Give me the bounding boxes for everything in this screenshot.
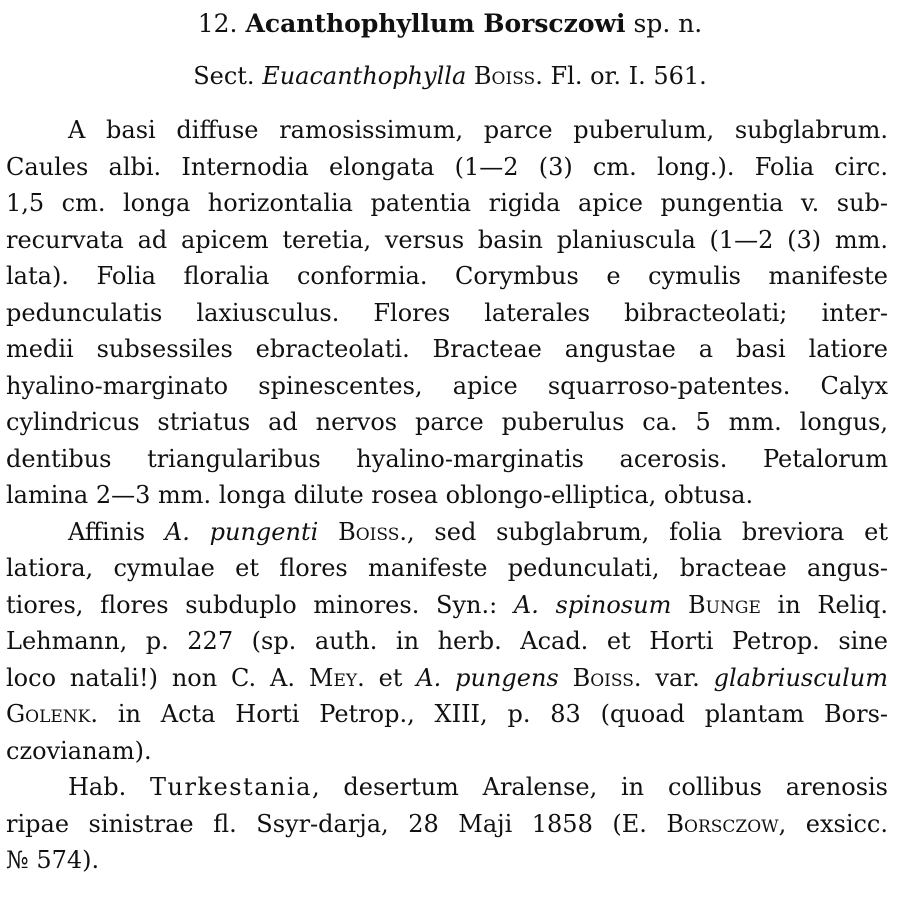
species-ref: A. pungenti [164, 517, 319, 546]
author-abbrev: Bunge [671, 590, 761, 619]
text-line [6, 587, 888, 624]
author-abbrev: Golenk. [6, 700, 99, 728]
text-run: Affinis [68, 517, 165, 546]
text-run: in Reliq. [760, 590, 888, 619]
text-run: var. [641, 663, 714, 692]
variety-ref: glabriusculum [713, 663, 889, 692]
text-run: et [364, 663, 417, 692]
document-body [6, 112, 888, 879]
text-line [6, 696, 888, 733]
text-line: pedunculatis laxiusculus. Flores laterales bibracteolati; inter- [6, 298, 888, 327]
text-line [6, 769, 888, 806]
text-line: cylindricus striatus ad nervos parce puberulus ca. 5 mm. longus, [6, 408, 888, 436]
text-line: lata). Folia floralia conformia. Corymbus e cymulis manifeste [6, 262, 888, 290]
text-run: , exsicc. [778, 809, 889, 838]
text-run: Hab. [68, 773, 151, 801]
text-line: medii subsessiles ebracteolati. Bracteae angustae a basi latiore [6, 335, 888, 363]
affinis-paragraph [6, 514, 888, 770]
text-line: 1,5 cm. longa horizontalia patentia rigida apice pungentia v. sub- [6, 189, 888, 217]
description-paragraph [6, 112, 888, 514]
author-abbrev: Boiss. [558, 663, 642, 692]
text-run: loco natali!) non C. A. [6, 663, 309, 692]
species-name: Acanthophyllum Borsczowi [245, 9, 626, 38]
author-abbrev: Mey. [308, 663, 365, 692]
text-line: A basi diffuse ramosissimum, parce puberulum, subglabrum. [68, 116, 888, 144]
section-prefix: Sect. [193, 62, 255, 90]
species-ref: A. spinosum [513, 590, 672, 619]
section-line [0, 56, 900, 96]
text-line: lamina 2—3 mm. longa dilute rosea oblongo-elliptica, obtusa. [6, 481, 754, 509]
section-name: Euacanthophylla [262, 62, 467, 90]
text-line: recurvata ad apicem teretia, versus basin planiuscula (1—2 (3) mm. [6, 225, 888, 254]
text-line: № 574). [6, 846, 100, 874]
text-line: dentibus triangularibus hyalino-marginatis acerosis. Petalorum [6, 444, 888, 473]
text-line: Caules albi. Internodia elongata (1—2 (3) cm. long.). Folia circ. [6, 152, 888, 181]
text-line [6, 806, 888, 843]
text-run: ripae sinistrae fl. Ssyr-darja, 28 Maji 1858 (E. [6, 809, 667, 838]
species-ref: A. pungens [416, 663, 559, 692]
species-number: 12. [197, 9, 238, 38]
text-line: latiora, cymulae et flores manifeste pedunculati, bracteae angus- [6, 554, 888, 582]
habitat-paragraph [6, 769, 888, 879]
text-run: , desertum Aralense, in collibus arenosis [311, 773, 889, 801]
locality: Turkestania [150, 773, 312, 801]
text-line: czovianam). [6, 736, 152, 765]
collector-name: Borsczow [666, 809, 779, 838]
text-line: Lehmann, p. 227 (sp. auth. in herb. Acad. et Horti Petrop. sine [6, 627, 888, 655]
section-reference: Fl. or. I. 561. [550, 62, 707, 90]
text-line [6, 514, 888, 551]
text-line: hyalino-marginato spinescentes, apice squarroso-patentes. Calyx [6, 371, 888, 400]
text-run: , sed subglabrum, folia breviora et [407, 517, 889, 546]
species-suffix: sp. n. [633, 9, 703, 38]
species-heading [0, 4, 900, 44]
text-line [6, 660, 888, 697]
text-run: in Acta Horti Petrop., XIII, p. 83 (quoad plantam Bors- [98, 700, 888, 728]
text-run: tiores, flores subduplo minores. Syn.: [6, 590, 514, 619]
section-author: Boiss. [473, 62, 543, 90]
author-abbrev: Boiss. [318, 517, 407, 546]
